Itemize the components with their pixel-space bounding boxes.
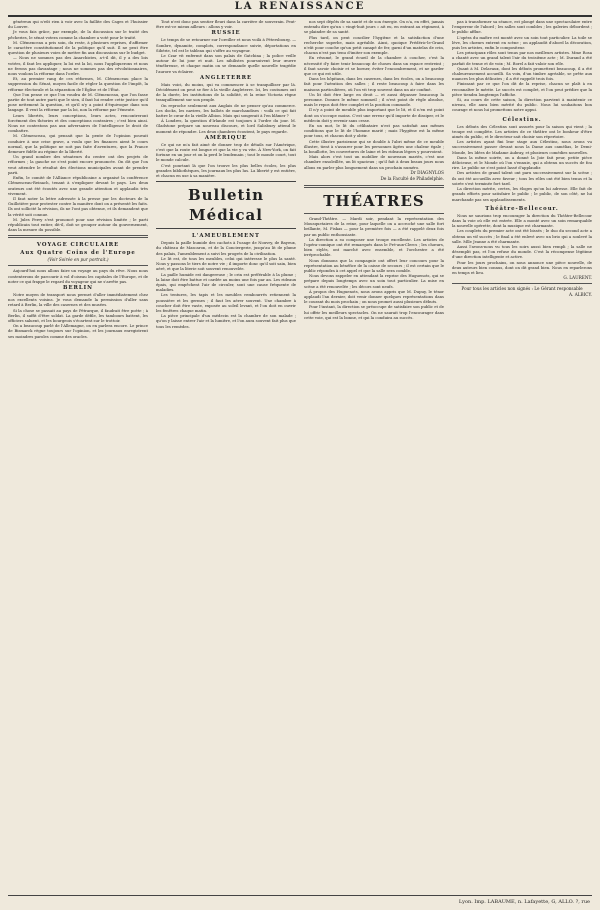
paragraph: Si la chose se passait au pays de Pétrarque, il faudrait être poète ; à Berlin, il suffit d'être soldat. La garde défile, les tambours battent, les officiers saluent, et les bourgeois s'écartent sur le trottoir. [8,307,148,323]
signature-affiliation: De la Faculté de Philadelphie. [380,175,444,181]
paragraph: généreux qui n'eût rien à voir avec la faillite des Cages et l'huissier du Louvre. [8,19,148,30]
paragraph: Pour les jours prochains, on nous annonce une pièce nouvelle, de deux auteurs bien connus, dont on dit grand bien. Nous en reparlerons en temps et lieu. [452,259,592,275]
columns [8,19,592,894]
column-1 [8,19,148,894]
paragraph: Quant à M. Delavaux, dont les débuts promettent beaucoup, il a été chaleureusement accueilli. Sa voix, d'un timbre agréable, se prête aux nuances les plus délicates ; il a été rappelé trois fois. [452,65,592,82]
paragraph: Des artistes de grand talent ont paru successivement sur la scène ; ils ont été accueillis avec faveur ; tous les rôles ont été bien tenus et la soirée s'est terminée fort tard. [452,170,592,186]
paragraph: Dans la même soirée, on a donné la Joie fait peur, petite pièce délicieuse, et le Monde où l'on s'ennuie, qui a obtenu un succès de fou rire. Le public ne s'est point lassé d'applaudir. [452,154,592,171]
paragraph: Notre moyen de transport nous permet d'aller immédiatement chez nos excellents voisins. Je vous demande la permission d'aller sans retard à Berlin, la ville des casernes et des musées. [8,291,148,308]
bulletin-title-box [156,181,296,229]
paragraph: M. Clémenceau a pris soin, du reste, à plusieurs reprises, d'affirmer le caractère constitutionnel de la politique qu'il suit. Il ne peut être question de plusieurs voies de mettre fin aux discussions sur le budget. [8,39,148,56]
signature-critic: G. LAURENT. [563,275,592,281]
subheading-bellecour: Théâtre-Bellecour. [485,205,559,212]
paragraph: Le lit est, de tous les meubles, celui qui intéresse le plus la santé. Nous y passons le tiers de notre vie ; il importe donc qu'il soit sain, bien aéré, et que la literie soit souvent renouvelée. [156,255,296,272]
paragraph: Aujourd'hui nous allons faire un voyage au pays du rêve. Nous nous contenterons de parcourir à vol d'oiseau les capitales de l'Europe, et de noter ce qui frappe le regard du voyageur qui ne s'arrête pas. [8,268,148,284]
paragraph: On reproche seulement aux Anglais de ne penser qu'au commerce. Les docks, les navires, les ballots de marchandises : voilà ce qui fait battre le cœur de la vieille Albion. Mais qui songerait à l'en blâmer ? [156,102,296,119]
paragraph: Il faut noter la lettre adressée à la presse par les docteurs de la Guillotière pour protester contre la manière dont on a présenté les faits. Ils ont sollicité la révision, ils ne l'ont pas obtenue, et ils demandent que la vérité soit connue. [8,195,148,217]
section-subheading: Aux Quatre Coins de l'Europe [20,250,136,257]
paragraph: Finissant par ce que l'on dit de la reprise, chacun se plaît à en reconnaître le mérite. Le succès est complet, et l'on peut prédire que la pièce tiendra longtemps l'affiche. [452,81,592,97]
paragraph: Ce qui ne m'a fait aimé de donner trop de détails sur l'Amérique, c'est que la route est longue et que la vie y va vite. À New-York, on fait fortune en un jour et on la perd le lendemain ; tout le monde court, tout le monde calcule. [156,141,296,163]
printer-imprint: Lyon. Imp. LABAUME, n. Lafayette, G, ALLO. ?, rue [458,899,590,905]
subheading-russie: RUSSIE [211,30,241,37]
footer-imprint [8,895,592,909]
paragraph: Un grand nombre des sénateurs du centre ont des projets de réformes ; la gauche ne s'est point encore prononcée. On dit que l'on veut attendre le résultat des élections municipales avant de prendre parti. [8,154,148,175]
bulletin-title: Bulletin Médical [187,186,265,225]
divider [304,213,444,214]
subheading-celestins: Célestins. [502,116,542,123]
paragraph: Les débuts des Célestins sont assurés pour la saison qui vient ; la troupe est complète. Les artistes de ce théâtre ont le bonheur d'être aimés du public, et le directeur sait choisir son répertoire. [452,123,592,140]
paragraph: Mais voici, du moins, qui va commencer à se tranquilliser par là. Décidément on peut se fier à la vieille Angleterre. Ici, les coutumes ont de la durée, les institutions de la solidité, et la reine Victoria règne tranquillement sur son peuple. [156,81,296,103]
paragraph: À propos des Huguenots, nous avons appris que M. Dupuy, le ténor applaudi l'an dernier, doit venir donner quelques représentations dans le courant du mois prochain ; on nous promet aussi plusieurs débuts. [304,288,444,305]
paragraph: Les tentures, les tapis et les meubles rembourrés retiennent la poussière et les germes ; il faut les aérer souvent. Une chambre à coucher doit être vaste, exposée au soleil levant, et l'on doit en ouvrir les fenêtres chaque matin. [156,292,296,313]
signature-author: Dr DIAGNYLOS [410,169,444,175]
subheading-amerique: AMÉRIQUE [204,134,248,141]
paragraph: On a beaucoup parlé de l'Allemagne, on en parlera encore. Le prince de Bismarck règne toujours sur l'opinion, et les journaux enregistrent ses moindres paroles comme des oracles. [8,323,148,339]
paragraph: La paille humide est dangereuse ; le crin est préférable à la plume ; la laine doit être battue et cardée au moins une fois par an. Les rideaux épais, qui empêchent l'air de circuler, sont une cause fréquente de maladies. [156,271,296,293]
paragraph: Tout n'est donc pas sentier fleuri dans la carrière de souverain. Peut-être est-ce mieux ailleurs : allons y voir. [156,19,296,30]
section-note: (Voir Soirée en pur portrait.) [47,257,109,263]
paragraph: Cette illustre parisienne qui se double à l'abri même de ce meuble illustre, tient à s'assurer pour les personnes âgées une chaleur égale ; la bouillotte, les couvertures de laine et les rideaux légers y pourvoient. [304,138,444,155]
publisher-name: A. ALBICY. [569,292,592,298]
paragraph: La direction mérite, certes, les éloges qu'on lui adresse. Elle fait de grands efforts pour satisfaire le public ; le public, de son côté, ne lui marchande pas ses applaudissements. [452,186,592,202]
masthead [8,0,592,17]
paragraph: Leurs libertés, leurs conceptions, leurs actes, rencontreront forcément des théories et des conceptions contraires ; c'est bien ainsi. Nous ne contestons pas aux adversaires de l'intelligence le droit de combattre. [8,112,148,134]
paragraph: Dans les hôpitaux, dans les casernes, dans les écoles, on a beaucoup fait pour l'aération des salles ; il reste beaucoup à faire dans les maisons particulières, où l'on vit trop souvent dans un air confiné. [304,76,444,92]
paragraph: Le Czar vit enfermé dans son palais de Gatchina ; la police veille autour de lui jour et nuit. Les nihilistes poursuivent leur œuvre ténébreuse, et chaque matin on se demande quelle nouvelle tragédie l'aurore va éclairer. [156,53,296,74]
paragraph: La pièce principale d'un médecin est la chambre de son malade ; qu'on y laisse entrer l'air et la lumière, et l'on aura souvent fait plus que tous les remèdes. [156,313,296,329]
paragraph: Enfin, le comité de l'Alliance républicaine a organisé la conférence Clémenceau-Reinach, tenant à s'expliquer devant le pays. Les deux orateurs ont été écoutés avec une grande attention et applaudis très vivement. [8,175,148,196]
paragraph: En un mot, le lit du célibataire n'est pas satisfait aux mêmes conditions que le lit de l'homme marié ; mais l'hygiène est la même pour tous, et chacun doit y obéir. [304,123,444,139]
paragraph: Je vous fais grâce, par exemple, de la discussion sur le traité des pêcheries, le sénat votera comme la chambre a voté pour le traité. [8,29,148,40]
paragraph: Grand-Théâtre. — Mardi soir, pendant la représentation des Mousquetaires de la reine, pour laquelle on a accroché une salle fort brillante, M. Fiskas — pour la première fois — a été rappelé deux fois par un public enthousiaste. [304,215,444,237]
paragraph: En résumé, le grand écueil de la chambre à coucher, c'est la nécessité d'y faire tenir beaucoup de choses dans un espace restreint ; il faut savoir choisir et se borner, éviter l'encombrement, et ne garder que ce qui est utile. [304,55,444,77]
paragraph: Nous ne saurions trop encourager la direction du Théâtre-Bellecour dans la voie où elle est entrée. Elle a monté avec un soin remarquable la nouvelle opérette, dont la musique est charmante. [452,212,592,229]
section-heading-voyage: VOYAGE CIRCULAIRE [36,242,120,249]
paragraph: Pour l'instant, la direction se préoccupe de satisfaire son public et de lui offrir les meilleurs spectacles. On ne saurait trop l'encourager dans cette voie, qui est la bonne, et qui la conduira au succès. [304,304,444,320]
paragraph: M. Clémenceau, qui pensait que la pente de l'opinion pouvait conduire à une crise grave, a voulu que les finances aient le cours normal, que la politique ne soit pas faite d'aventures, que la France demeure fidèle au régime de la liberté. [8,133,148,155]
paragraph: Un lit doit être large en droit — et aussi dépasser beaucoup la personne. Donnez le même sommeil ; il n'est point de règle absolue, mais le repos doit être complet et la position commode. [304,91,444,108]
paragraph: La direction a su composer une troupe excellente. Les artistes de l'opéra-comique ont été remarqués dans le Pré-aux-Clercs ; les chœurs, bien stylés, ont marché avec ensemble, et l'orchestre a été irréprochable. [304,236,444,258]
paragraph: Les couplets du premier acte ont été bissés ; le duo du second acte a obtenu un vif succès ; le final a été enlevé avec un brio qui a soulevé la salle. Mlle Jeanne a été charmante. [452,228,592,244]
paragraph: Les principaux rôles sont tenus par nos meilleurs artistes. Mme Rosa a chanté avec un grand talent l'air du troisième acte ; M. Durand a été parfait de tenue et de voix ; M. Borel a fait valoir son rôle. [452,50,592,66]
paragraph: L'opéra du maître est monté avec un soin tout particulier. La toile se lève, les chœurs entrent en scène ; on applaudit d'abord la décoration, puis les artistes, enfin le compositeur. [452,34,592,51]
subheading-berlin: BERLIN [63,284,93,291]
paragraph: Que l'on pense ce que l'on voudra de M. Clémenceau, que l'on fasse partie de tout autre parti que le sien, il faut lui rendre cette justice qu'il pose nettement la question, et qu'il n'y a point d'équivoque dans son langage. Il veut la réforme par la loi, non la réforme par l'émeute. [8,91,148,113]
paragraph: pas à transformer sa séance, est plongé dans une spectaculaire entre l'empereur de l'abord ; les salles sont combles ; les galeries débordent ; le public afflue. [452,19,592,35]
subheading-ameublement: L'AMEUBLEMENT [192,233,260,240]
newspaper-title: LA RENAISSANCE [234,1,366,12]
divider [452,283,592,284]
paragraph: Le temps de se retourner sur l'oreiller et nous voilà à Pétersbourg. — Sombre, dynamite, complots, correspondance suivie, déportations en Sibérie, tel est le tableau qui s'offre au voyageur. [156,37,296,53]
paragraph: Et, au premier rang de ces réformes, M. Clémenceau place la suppression du Sénat, moyen facile de régler la question de l'impôt, la réforme électorale et la séparation de l'Église et de l'État. [8,76,148,92]
paragraph: Les artistes ayant fini leur stage aux Célestins, nous avons vu successivement passer devant nous la Dame aux camélias, le Demi-Monde, les Idées de Madame Aubray, et plusieurs comédies nouvelles. [452,139,592,155]
paragraph: Nous donnons que la compagnie ont offert leur concours pour la représentation au bénéfice de la caisse de secours ; il est certain que le public répondra à cet appel et que la salle sera comble. [304,257,444,273]
paragraph: Mais alors c'est tout un mobilier de nouveaux mariés, c'est une chambre ensoleillée, un lit spacieux ; qu'il fait à deux beaux jours nous allons en parler plus longuement dans un prochain numéro. [304,154,444,170]
paragraph: Si, au cours de cette saison, la direction parvient à maintenir ce niveau, elle aura bien mérité du public. Nous lui souhaitons bon courage et nous lui promettons notre appui. [452,97,592,113]
divider [8,265,148,266]
subheading-angleterre: ANGLETERRE [199,74,253,81]
paragraph: nos sept dépôts de sa santé et de son énergie. On n'a, en effet, jamais entendu dire qu'un « vingt-huit jours » ait eu, en entrant au régiment, à se plaindre de sa santé. [304,19,444,35]
paragraph: Il n'y a point de meuble plus important que le lit, et il n'en est point dont on s'occupe moins. C'est une erreur qu'il importe de dissiper, et le médecin doit y revenir sans cesse. [304,107,444,123]
column-3 [304,19,444,894]
column-2 [156,19,296,894]
publisher-note: Pour tous les articles non signés : Le Gérant responsable [461,286,583,292]
column-4 [452,19,592,894]
paragraph: M. Jules Ferry s'est prononcé pour une révision limitée ; le parti républicain tout entier, dit-il, doit se grouper autour du gouvernement, dans la mesure du possible. [8,216,148,233]
paragraph: Depuis la paille humide des cachots à l'usage de Nouvry, de Bayeux, du château de Mascaron, et de la Conciergerie, jusqu'au lit de plume des palais, l'ameublement a suivi les progrès de la civilisation. [156,240,296,256]
section-divider [304,185,444,188]
paragraph: Plus tard, on peut concilier l'hygiène et la satisfaction d'une recherche superbe, mais agréable. Ainsi, quoique Frédéric-le-Grand n'eût pour couche qu'un petit canapé de fer, garni d'un matelas de crin, chacun n'est pas tenu d'imiter son exemple. [304,34,444,56]
theatres-title: THÉATRES [323,191,425,210]
paragraph: Aussi l'avons-nous vu tous les soirs aussi bien rempli ; la salle ne désemplit pas, et l'on refuse du monde. C'est la récompense légitime d'une direction intelligente et active. [452,243,592,260]
paragraph: — Nous ne sommes pas des Anarchistes, a-t-il dit, il y a des lois votées, il faut les appliquer, la loi est la loi, nous l'appliquerons et nous ne ferons pas davantage ; nous ne sommes pas des révolutionnaires, nous voulons la réforme dans l'ordre. [8,55,148,77]
paragraph: À Londres, la question d'Irlande est toujours à l'ordre du jour. M. Gladstone prépare un nouveau discours, et lord Salisbury attend le moment de répondre. Les deux chambres écoutent, le pays regarde. [156,118,296,134]
paragraph: C'est pourtant là que l'on trouve les plus belles écoles, les plus grandes bibliothèques, les journaux les plus lus. La liberté y est entière, et chacun en use à sa manière. [156,162,296,179]
section-divider [8,235,148,238]
paragraph: Nous devons rappeler en attendant la reprise des Huguenots, qui se prépare depuis longtemps avec un soin tout particulier. La mise en scène a été renouvelée ; les décors sont neufs. [304,273,444,289]
